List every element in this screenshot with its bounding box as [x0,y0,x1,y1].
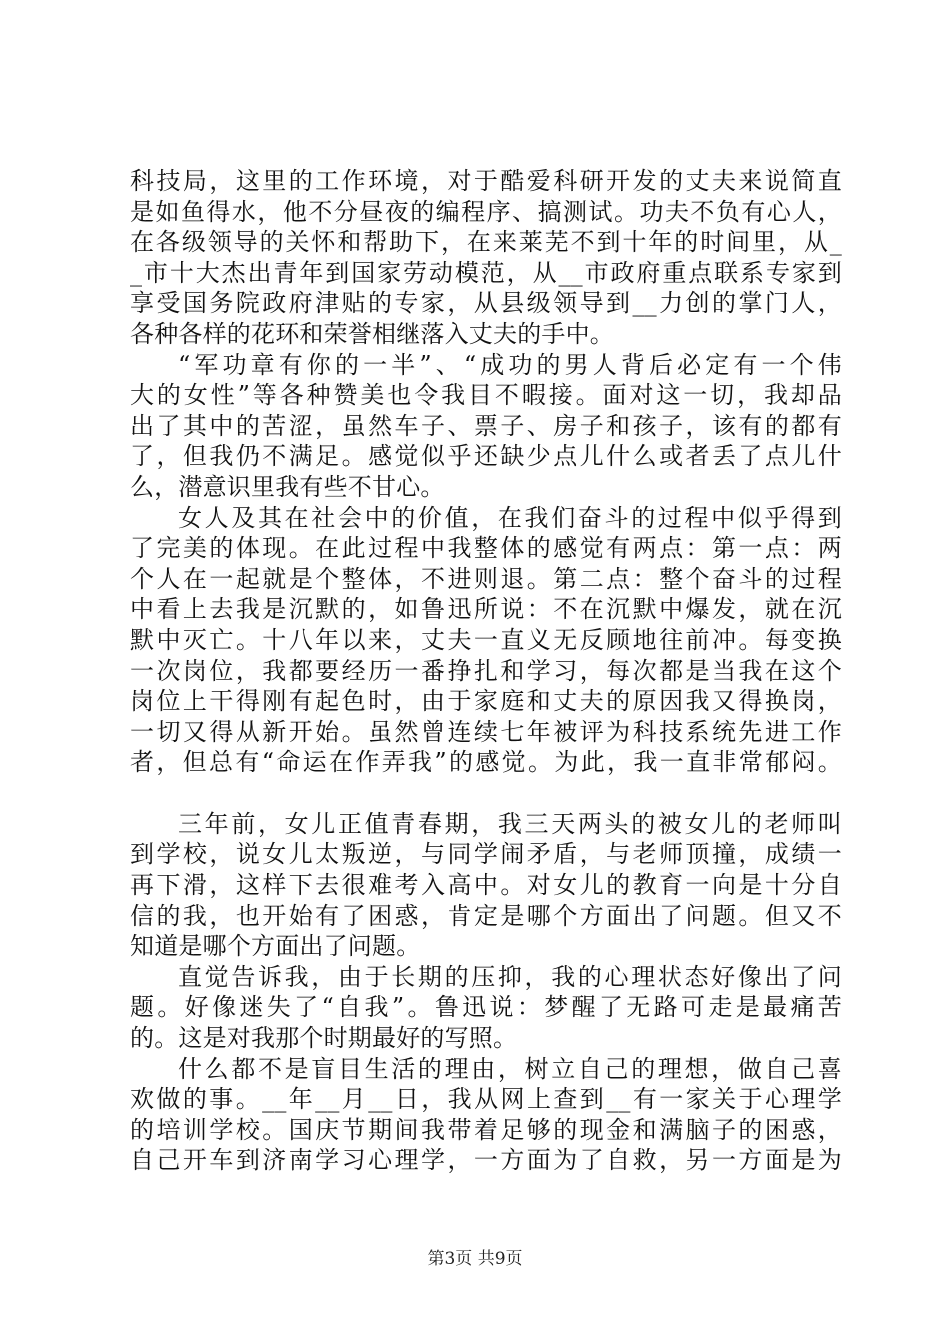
text-line: 女人及其在社会中的价值，在我们奋斗的过程中似乎得到 [178,503,842,532]
text-line: 一切又得从新开始。虽然曾连续七年被评为科技系统先进工作 [130,717,842,746]
text-line: 在各级领导的关怀和帮助下，在来莱芜不到十年的时间里，从_ [130,228,842,257]
text-line: 大的女性”等各种赞美也令我目不暇接。面对这一切，我却品 [130,381,842,410]
text-line: 信的我，也开始有了困惑，肯定是哪个方面出了问题。但又不 [130,901,842,930]
page-footer: 第3页 共9页 [427,1249,523,1269]
text-line: _市十大杰出青年到国家劳动模范，从__市政府重点联系专家到 [130,258,842,287]
paragraph [130,962,842,1054]
text-line: 享受国务院政府津贴的专家，从县级领导到__力创的掌门人， [130,289,842,318]
text-line: 是如鱼得水，他不分昼夜的编程序、搞测试。功夫不负有心人， [130,197,842,226]
text-line: 么，潜意识里我有些不甘心。 [130,472,445,501]
text-line: 直觉告诉我，由于长期的压抑，我的心理状态好像出了问 [178,962,842,991]
paragraph-gap [130,778,842,809]
paragraph [130,350,842,503]
text-line: 者，但总有“命运在作弄我”的感觉。为此，我一直非常郁闷。 [130,748,842,777]
text-line: 了，但我仍不满足。感觉似乎还缺少点儿什么或者丢了点儿什 [130,442,842,471]
text-line: 的。这是对我那个时期最好的写照。 [130,1024,518,1053]
text-line: 自己开车到济南学习心理学，一方面为了自救，另一方面是为 [130,1146,842,1175]
text-line: 到学校，说女儿太叛逆，与同学闹矛盾，与老师顶撞，成绩一 [130,840,842,869]
text-line: 什么都不是盲目生活的理由，树立自己的理想，做自己喜 [178,1054,842,1083]
text-line: 出了其中的苦涩，虽然车子、票子、房子和孩子，该有的都有 [130,411,842,440]
text-line: 科技局，这里的工作环境，对于酷爱科研开发的丈夫来说简直 [130,167,842,195]
paragraph [130,809,842,962]
text-line: 岗位上干得刚有起色时，由于家庭和丈夫的原因我又得换岗， [130,687,842,716]
document-body [130,166,842,1176]
text-line: 欢做的事。__年__月__日，我从网上查到__有一家关于心理学 [130,1085,842,1114]
text-line: 题。好像迷失了“自我”。鲁迅说：梦醒了无路可走是最痛苦 [130,993,842,1022]
paragraph [130,1054,842,1176]
text-line: 了完美的体现。在此过程中我整体的感觉有两点：第一点：两 [130,534,842,563]
text-line: 个人在一起就是个整体，不进则退。第二点：整个奋斗的过程 [130,564,842,593]
text-line: 三年前，女儿正值青春期，我三天两头的被女儿的老师叫 [178,809,842,838]
text-line: 的培训学校。国庆节期间我带着足够的现金和满脑子的困惑， [130,1115,842,1144]
text-line: “军功章有你的一半”、“成功的男人背后必定有一个伟 [178,350,842,379]
text-line: 各种各样的花环和荣誉相继落入丈夫的手中。 [130,319,614,348]
text-line: 中看上去我是沉默的，如鲁迅所说：不在沉默中爆发，就在沉 [130,595,842,624]
paragraph [130,503,842,778]
text-line: 知道是哪个方面出了问题。 [130,932,421,961]
paragraph [130,166,842,350]
text-line: 一次岗位，我都要经历一番挣扎和学习，每次都是当我在这个 [130,656,842,685]
text-line: 再下滑，这样下去很难考入高中。对女儿的教育一向是十分自 [130,871,842,900]
text-line: 默中灭亡。十八年以来，丈夫一直义无反顾地往前冲。每变换 [130,625,842,654]
